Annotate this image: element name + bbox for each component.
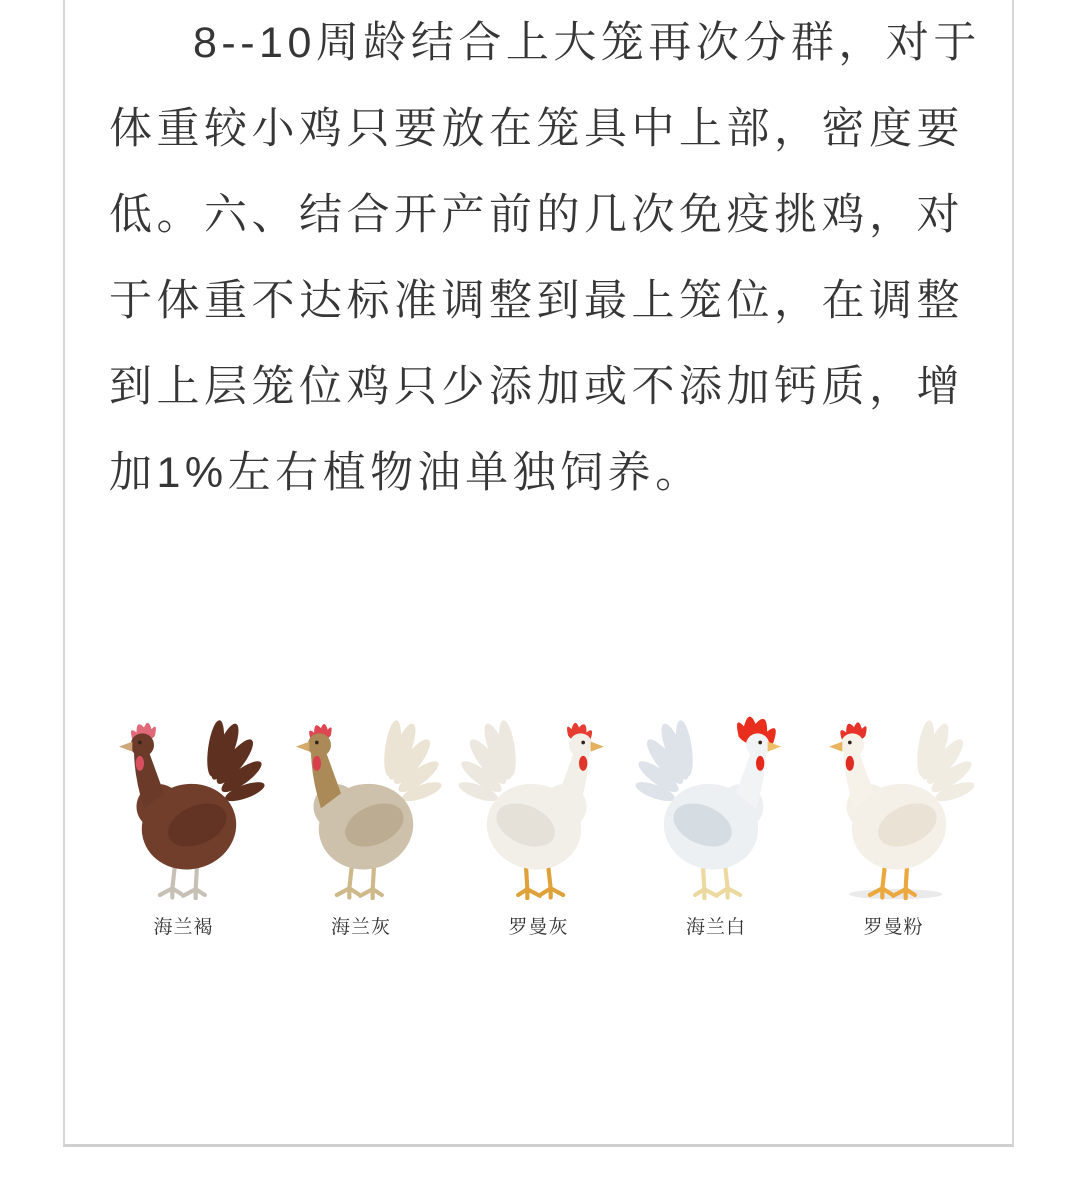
chicken-breeds-photo[interactable] [95,700,982,939]
hen-illustration [812,700,976,900]
hen-illustration [457,700,621,900]
breed-label: 海兰白 [685,917,746,938]
breed-item [805,700,982,939]
paragraph-line: 8--10周龄结合上大笼再次分群，对于 [193,19,981,67]
paragraph-line: 于体重不达标准调整到最上笼位，在调整 [109,277,964,325]
breed-item [273,700,450,939]
breed-item [628,700,805,939]
paragraph-line: 体重较小鸡只要放在笼具中上部，密度要 [109,105,964,153]
hen-illustration [102,700,266,900]
article-card [63,0,1014,1147]
paragraph-line: 低。六、结合开产前的几次免疫挑鸡，对 [109,191,964,239]
article-body [65,0,1012,516]
breed-label: 罗曼粉 [863,917,924,938]
breed-label: 罗曼灰 [508,917,569,938]
breed-item [450,700,627,939]
hen-illustration [634,700,798,900]
paragraph-line: 到上层笼位鸡只少添加或不添加钙质，增 [109,363,964,411]
breed-item [95,700,272,939]
breed-label: 海兰灰 [330,917,391,938]
paragraph-line: 加1%左右植物油单独饲养。 [109,449,703,497]
breed-label: 海兰褐 [153,917,214,938]
hen-illustration [279,700,443,900]
